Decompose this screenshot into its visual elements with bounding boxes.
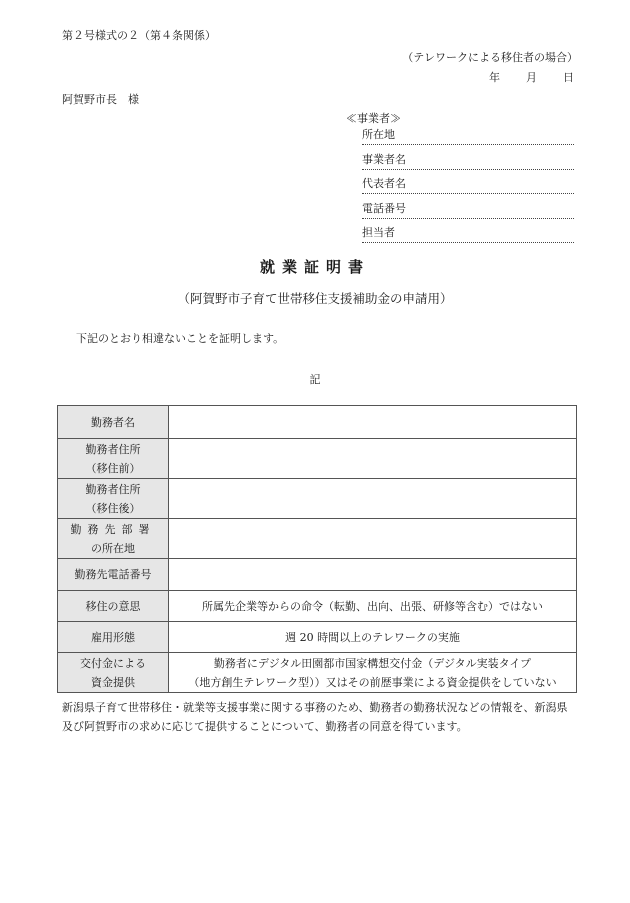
consent-footnote: 新潟県子育て世帯移住・就業等支援事業に関する事務のため、勤務者の勤務状況などの情報を、新潟県及び阿賀野市の求めに応じて提供することについて、勤務者の同意を得ています。	[62, 701, 568, 733]
table-row	[58, 622, 577, 653]
business-field-name[interactable]: 事業者名	[362, 153, 574, 170]
row-label: 勤務先部署 の所在地	[58, 519, 169, 559]
row-value: 勤務者にデジタル田園都市国家構想交付金（デジタル実装タイプ （地方創生テレワーク型））又はその前歴事業による資金提供をしていない	[169, 653, 577, 693]
date-year: 年	[489, 71, 500, 84]
row-label: 勤務者住所 （移住前）	[58, 439, 169, 479]
row-label: 移住の意思	[58, 591, 169, 622]
address-before-field[interactable]	[169, 439, 577, 479]
table-row	[58, 559, 577, 591]
row-label: 勤務者名	[58, 406, 169, 439]
date-day: 日	[563, 71, 574, 84]
business-heading: ≪事業者≫	[346, 112, 401, 125]
work-phone-field[interactable]	[169, 559, 577, 591]
table-row	[58, 591, 577, 622]
form-number: 第２号様式の２（第４条関係）	[62, 29, 216, 42]
worker-name-field[interactable]	[169, 406, 577, 439]
row-label: 勤務先電話番号	[58, 559, 169, 591]
row-label: 勤務者住所 （移住後）	[58, 479, 169, 519]
row-value: 週 20 時間以上のテレワークの実施	[169, 622, 577, 653]
table-row	[58, 653, 577, 693]
row-value: 所属先企業等からの命令（転勤、出向、出張、研修等含む）ではない	[169, 591, 577, 622]
document-subtitle: （阿賀野市子育て世帯移住支援補助金の申請用）	[177, 291, 453, 306]
business-field-representative[interactable]: 代表者名	[362, 177, 574, 194]
date-line	[489, 69, 574, 85]
address-after-field[interactable]	[169, 479, 577, 519]
table-row	[58, 439, 577, 479]
certify-statement: 下記のとおり相違ないことを証明します。	[76, 332, 285, 345]
business-fields	[362, 128, 574, 251]
certificate-table	[57, 405, 577, 693]
department-location-field[interactable]	[169, 519, 577, 559]
business-field-contact[interactable]: 担当者	[362, 226, 574, 243]
document-title: 就業証明書	[259, 258, 370, 276]
date-month: 月	[526, 71, 537, 84]
table-row	[58, 406, 577, 439]
row-label: 雇用形態	[58, 622, 169, 653]
addressee: 阿賀野市長 様	[62, 93, 139, 106]
business-field-phone[interactable]: 電話番号	[362, 202, 574, 219]
case-note: （テレワークによる移住者の場合）	[402, 51, 578, 64]
business-field-address[interactable]: 所在地	[362, 128, 574, 145]
row-label: 交付金による 資金提供	[58, 653, 169, 693]
table-row	[58, 519, 577, 559]
ki-marker: 記	[309, 373, 321, 386]
table-row	[58, 479, 577, 519]
